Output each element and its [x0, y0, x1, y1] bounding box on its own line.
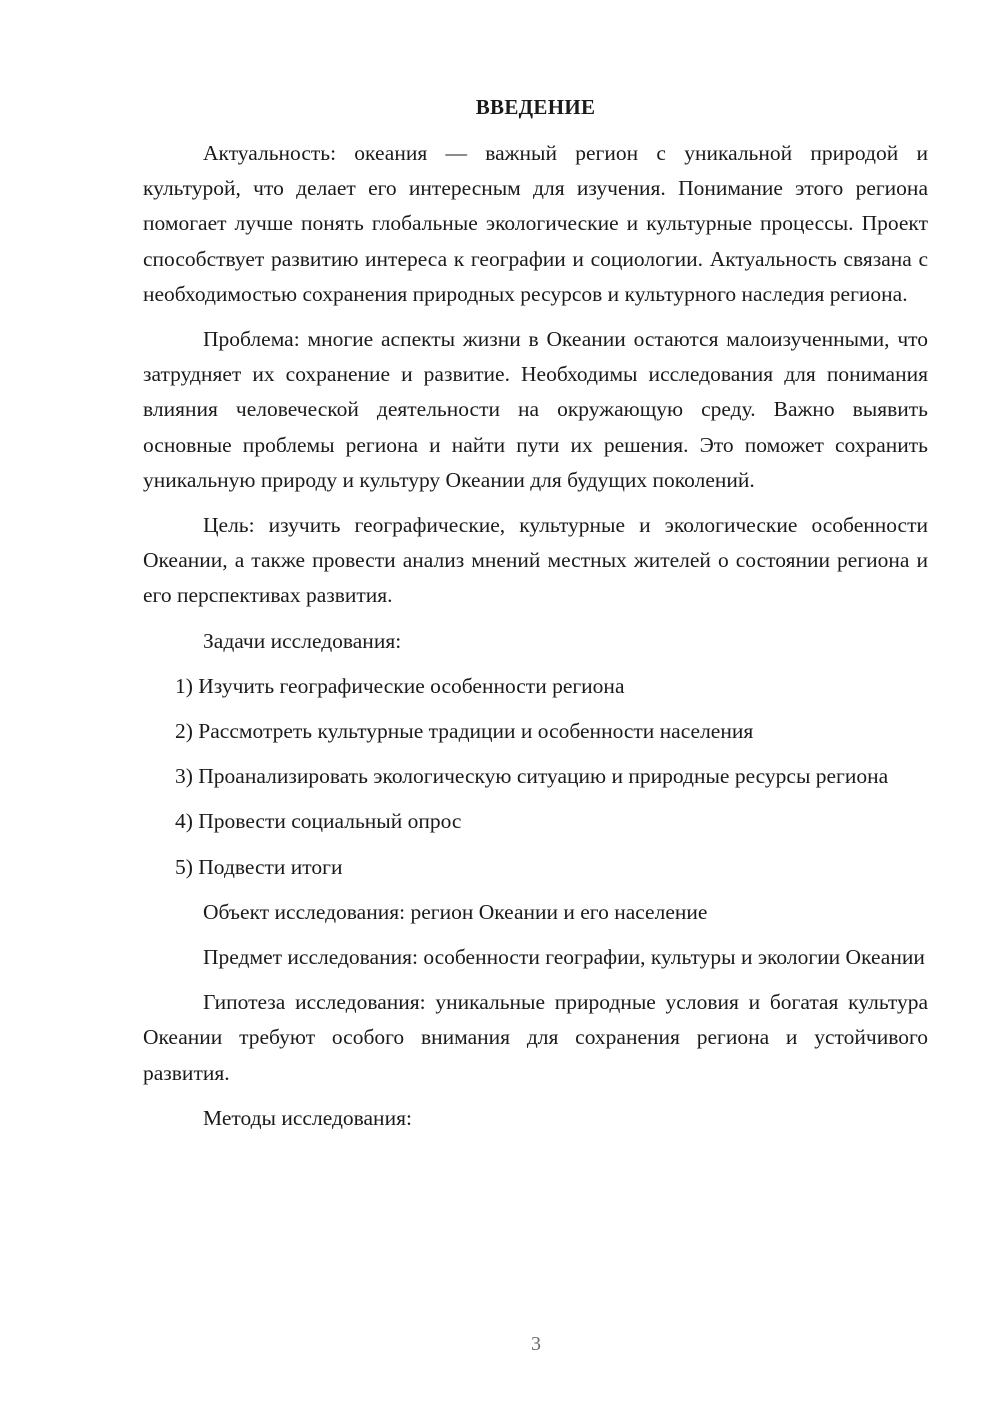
- page-number: 3: [531, 1333, 541, 1355]
- document-page: [143, 92, 928, 1146]
- task-item-3: 3) Проанализировать экологическую ситуацию и природные ресурсы региона: [175, 764, 889, 789]
- task-item-1: 1) Изучить географические особенности региона: [175, 673, 625, 698]
- tasks-heading: Задачи исследования:: [203, 628, 402, 653]
- task-item-4: 4) Провести социальный опрос: [175, 809, 462, 834]
- relevance-paragraph: Актуальность: океания — важный регион с уникальной природой и культурой, что делает его интересным для изучения. Понимание этого региона помогает лучше понять глобальные экологические и культурные процессы. Проект способствует развитию интереса к географии и социологии. Актуальность связана с необходимостью сохранения природных ресурсов и культурного наследия региона.: [143, 141, 928, 306]
- subject-paragraph: Предмет исследования: особенности географии, культуры и экологии Океании: [203, 945, 925, 970]
- goal-paragraph: Цель: изучить географические, культурные и экологические особенности Океании, а также провести анализ мнений местных жителей о состоянии региона и его перспективах развития.: [143, 513, 928, 608]
- hypothesis-paragraph: Гипотеза исследования: уникальные природные условия и богатая культура Океании требуют особого внимания для сохранения региона и устойчивого развития.: [143, 990, 928, 1085]
- task-item-2: 2) Рассмотреть культурные традиции и особенности населения: [175, 719, 754, 744]
- object-paragraph: Объект исследования: регион Океании и его население: [203, 899, 708, 924]
- problem-paragraph: Проблема: многие аспекты жизни в Океании остаются малоизученными, что затрудняет их сохранение и развитие. Необходимы исследования для понимания влияния человеческой деятельности на окружающую среду. Важно выявить основные проблемы региона и найти пути их решения. Это поможет сохранить уникальную природу и культуру Океании для будущих поколений.: [143, 327, 928, 492]
- section-title: ВВЕДЕНИЕ: [475, 95, 596, 119]
- task-item-5: 5) Подвести итоги: [175, 854, 343, 879]
- methods-heading: Методы исследования:: [203, 1105, 412, 1130]
